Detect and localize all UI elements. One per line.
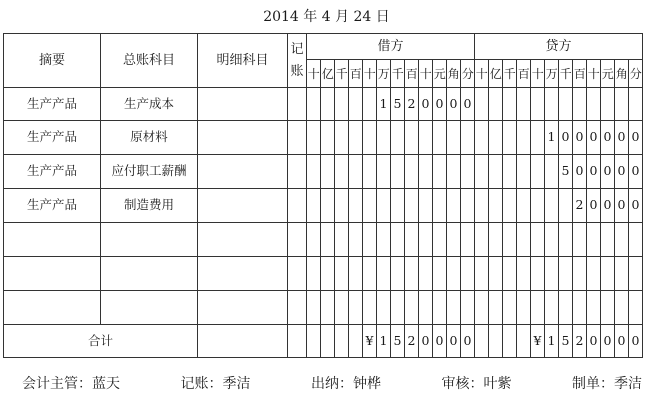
credit-digit [573, 291, 587, 325]
debit-digit [363, 121, 377, 155]
entry-posted-mark [288, 88, 307, 121]
debit-digit [349, 121, 363, 155]
credit-digit [545, 189, 559, 223]
credit-digit [475, 223, 489, 257]
credit-digit [545, 291, 559, 325]
credit-unit-header: 十 [587, 60, 601, 88]
total-credit-digit: 0 [601, 325, 615, 358]
debit-digit [335, 257, 349, 291]
entry-detail [198, 121, 288, 155]
total-debit-digit [307, 325, 321, 358]
header-posted-top: 记 [290, 41, 304, 57]
credit-unit-header: 十 [531, 60, 545, 88]
entry-row [4, 257, 643, 291]
total-debit-digit [335, 325, 349, 358]
debit-digit: 0 [433, 88, 447, 121]
debit-digit [349, 189, 363, 223]
debit-digit [433, 223, 447, 257]
debit-unit-header: 亿 [321, 60, 335, 88]
credit-digit [545, 155, 559, 189]
credit-digit [587, 223, 601, 257]
signature-item [442, 373, 512, 393]
credit-digit [517, 88, 531, 121]
debit-digit [433, 257, 447, 291]
debit-unit-header: 角 [447, 60, 461, 88]
credit-digit: 5 [559, 155, 573, 189]
total-detail [198, 325, 288, 358]
debit-unit-header: 百 [405, 60, 419, 88]
total-credit-digit: 2 [573, 325, 587, 358]
credit-digit [517, 257, 531, 291]
credit-digit [503, 155, 517, 189]
debit-unit-header: 分 [461, 60, 475, 88]
entry-posted-mark [288, 257, 307, 291]
entry-row [4, 121, 643, 155]
total-credit-digit: 0 [629, 325, 643, 358]
debit-digit [433, 121, 447, 155]
credit-digit [545, 88, 559, 121]
debit-unit-header: 千 [335, 60, 349, 88]
signature-label: 出纳： [311, 376, 353, 392]
credit-digit [475, 189, 489, 223]
debit-digit [349, 223, 363, 257]
voucher-table [3, 33, 643, 358]
total-credit-digit [517, 325, 531, 358]
debit-digit [377, 291, 391, 325]
credit-unit-header: 亿 [489, 60, 503, 88]
debit-digit [447, 121, 461, 155]
debit-digit [447, 223, 461, 257]
entry-summary [4, 257, 101, 291]
credit-digit [587, 257, 601, 291]
credit-digit: 0 [615, 189, 629, 223]
debit-digit [391, 223, 405, 257]
total-debit-digit: ¥ [363, 325, 377, 358]
debit-digit [307, 257, 321, 291]
credit-digit: 0 [587, 189, 601, 223]
debit-digit [377, 121, 391, 155]
total-debit-digit: 5 [391, 325, 405, 358]
header-detail: 明细科目 [198, 34, 288, 88]
debit-digit [377, 189, 391, 223]
credit-digit [559, 291, 573, 325]
debit-digit [335, 155, 349, 189]
credit-digit [503, 189, 517, 223]
credit-digit [629, 291, 643, 325]
header-credit: 贷方 [475, 34, 643, 60]
entry-detail [198, 291, 288, 325]
credit-digit [475, 121, 489, 155]
total-credit-digit: 5 [559, 325, 573, 358]
debit-digit [433, 155, 447, 189]
signature-item [22, 373, 120, 393]
debit-digit [405, 257, 419, 291]
credit-digit [601, 223, 615, 257]
header-summary: 摘要 [4, 34, 101, 88]
credit-digit [559, 257, 573, 291]
header-row-1 [4, 34, 643, 60]
debit-unit-header: 十 [419, 60, 433, 88]
credit-digit: 0 [559, 121, 573, 155]
entry-summary: 生产产品 [4, 155, 101, 189]
entry-summary [4, 223, 101, 257]
signature-name: 季洁 [222, 376, 251, 392]
debit-digit [377, 155, 391, 189]
entry-summary: 生产产品 [4, 88, 101, 121]
debit-digit [335, 121, 349, 155]
credit-unit-header: 角 [615, 60, 629, 88]
credit-digit [545, 257, 559, 291]
entry-account: 原材料 [101, 121, 198, 155]
debit-digit [349, 155, 363, 189]
credit-digit [517, 291, 531, 325]
total-credit-digit: 0 [615, 325, 629, 358]
entry-detail [198, 257, 288, 291]
debit-digit [391, 121, 405, 155]
debit-digit [307, 223, 321, 257]
credit-digit [629, 223, 643, 257]
entry-account: 制造费用 [101, 189, 198, 223]
credit-digit [475, 257, 489, 291]
debit-unit-header: 元 [433, 60, 447, 88]
total-credit-digit [489, 325, 503, 358]
debit-digit [461, 291, 475, 325]
debit-digit [321, 257, 335, 291]
debit-digit [335, 223, 349, 257]
debit-digit [419, 121, 433, 155]
debit-digit: 0 [447, 88, 461, 121]
entry-summary [4, 291, 101, 325]
total-debit-digit: 0 [461, 325, 475, 358]
debit-digit [391, 291, 405, 325]
total-credit-digit: 1 [545, 325, 559, 358]
debit-digit [307, 155, 321, 189]
credit-digit [531, 189, 545, 223]
signature-item [181, 373, 251, 393]
debit-digit [363, 155, 377, 189]
header-account: 总账科目 [101, 34, 198, 88]
credit-digit [601, 291, 615, 325]
entry-posted-mark [288, 291, 307, 325]
debit-digit [321, 223, 335, 257]
debit-digit [349, 88, 363, 121]
credit-digit [489, 88, 503, 121]
entry-posted-mark [288, 121, 307, 155]
credit-unit-header: 百 [573, 60, 587, 88]
header-posted-bottom: 账 [290, 63, 304, 79]
voucher-date: 2014 年 4 月 24 日 [263, 9, 390, 25]
debit-digit: 0 [419, 88, 433, 121]
total-label: 合计 [4, 325, 198, 358]
credit-digit: 0 [615, 121, 629, 155]
signature-name: 蓝天 [92, 376, 120, 392]
credit-digit: 0 [629, 189, 643, 223]
signature-name: 钟桦 [353, 376, 381, 392]
credit-digit [489, 121, 503, 155]
total-posted-mark [288, 325, 307, 358]
entry-row [4, 291, 643, 325]
credit-digit [475, 291, 489, 325]
debit-unit-header: 十 [307, 60, 321, 88]
credit-digit [517, 121, 531, 155]
credit-digit [559, 189, 573, 223]
debit-digit [377, 223, 391, 257]
entry-account: 应付职工薪酬 [101, 155, 198, 189]
signature-name: 叶紫 [483, 376, 512, 392]
entry-row [4, 189, 643, 223]
entry-account: 生产成本 [101, 88, 198, 121]
debit-digit [307, 291, 321, 325]
entry-row [4, 88, 643, 121]
total-credit-digit: 0 [587, 325, 601, 358]
total-credit-digit [475, 325, 489, 358]
debit-digit [321, 88, 335, 121]
debit-digit [335, 88, 349, 121]
debit-digit [433, 189, 447, 223]
debit-digit [349, 257, 363, 291]
credit-digit [615, 88, 629, 121]
credit-digit: 0 [601, 155, 615, 189]
debit-digit: 2 [405, 88, 419, 121]
credit-digit: 0 [629, 121, 643, 155]
debit-digit [447, 155, 461, 189]
credit-digit [517, 189, 531, 223]
credit-digit [531, 121, 545, 155]
total-debit-digit: 0 [447, 325, 461, 358]
debit-digit [307, 88, 321, 121]
signature-label: 记账： [180, 376, 223, 392]
entry-row [4, 223, 643, 257]
entry-account [101, 257, 198, 291]
total-debit-digit [321, 325, 335, 358]
credit-digit [545, 223, 559, 257]
credit-unit-header: 万 [545, 60, 559, 88]
debit-digit [419, 291, 433, 325]
debit-digit [321, 189, 335, 223]
debit-digit: 5 [391, 88, 405, 121]
signature-label: 审核： [441, 376, 484, 392]
credit-digit [531, 257, 545, 291]
debit-digit [405, 121, 419, 155]
entry-summary: 生产产品 [4, 121, 101, 155]
signature-footer [22, 373, 642, 393]
credit-digit [517, 223, 531, 257]
signature-name: 季洁 [614, 376, 642, 392]
credit-digit [629, 88, 643, 121]
debit-digit [419, 189, 433, 223]
debit-digit [461, 189, 475, 223]
debit-digit [307, 121, 321, 155]
credit-digit [503, 88, 517, 121]
credit-digit [531, 291, 545, 325]
entry-account [101, 291, 198, 325]
total-credit-digit: ¥ [531, 325, 545, 358]
debit-digit [377, 257, 391, 291]
debit-unit-header: 千 [391, 60, 405, 88]
credit-digit [587, 291, 601, 325]
credit-digit: 0 [615, 155, 629, 189]
signature-label: 制单： [572, 376, 614, 392]
header-debit: 借方 [307, 34, 475, 60]
total-debit-digit: 0 [433, 325, 447, 358]
entry-posted-mark [288, 189, 307, 223]
total-debit-digit [349, 325, 363, 358]
entry-summary: 生产产品 [4, 189, 101, 223]
credit-digit: 0 [587, 155, 601, 189]
total-row [4, 325, 643, 358]
total-debit-digit: 0 [419, 325, 433, 358]
debit-digit [391, 155, 405, 189]
total-debit-digit: 2 [405, 325, 419, 358]
debit-digit [433, 291, 447, 325]
debit-digit [391, 257, 405, 291]
debit-digit [419, 257, 433, 291]
credit-digit [559, 88, 573, 121]
credit-digit: 0 [601, 121, 615, 155]
debit-digit [321, 291, 335, 325]
signature-label: 会计主管： [22, 376, 92, 392]
entry-detail [198, 189, 288, 223]
credit-digit [615, 291, 629, 325]
credit-digit [503, 121, 517, 155]
debit-digit [405, 189, 419, 223]
debit-digit [405, 291, 419, 325]
credit-digit [531, 223, 545, 257]
debit-digit [335, 189, 349, 223]
credit-digit [489, 155, 503, 189]
debit-digit: 0 [461, 88, 475, 121]
credit-digit [489, 257, 503, 291]
credit-digit [489, 291, 503, 325]
entry-row [4, 155, 643, 189]
debit-digit [447, 291, 461, 325]
credit-digit: 0 [573, 155, 587, 189]
credit-digit: 2 [573, 189, 587, 223]
debit-digit [461, 155, 475, 189]
credit-unit-header: 千 [559, 60, 573, 88]
entry-detail [198, 155, 288, 189]
debit-digit [419, 223, 433, 257]
credit-digit: 0 [573, 121, 587, 155]
credit-unit-header: 千 [503, 60, 517, 88]
credit-unit-header: 分 [629, 60, 643, 88]
credit-digit [489, 223, 503, 257]
debit-digit [349, 291, 363, 325]
debit-digit [405, 223, 419, 257]
entry-account [101, 223, 198, 257]
entry-detail [198, 223, 288, 257]
debit-digit [307, 189, 321, 223]
debit-digit [405, 155, 419, 189]
credit-digit [489, 189, 503, 223]
debit-digit [363, 189, 377, 223]
debit-unit-header: 十 [363, 60, 377, 88]
credit-digit [573, 223, 587, 257]
debit-unit-header: 万 [377, 60, 391, 88]
credit-digit [573, 257, 587, 291]
credit-unit-header: 元 [601, 60, 615, 88]
debit-digit [321, 121, 335, 155]
credit-digit: 0 [601, 189, 615, 223]
debit-digit [447, 189, 461, 223]
credit-digit [503, 257, 517, 291]
credit-digit [559, 223, 573, 257]
credit-digit [573, 88, 587, 121]
credit-digit: 0 [587, 121, 601, 155]
debit-digit [335, 291, 349, 325]
credit-digit [531, 155, 545, 189]
debit-digit [461, 223, 475, 257]
debit-digit [419, 155, 433, 189]
credit-digit [517, 155, 531, 189]
signature-item [572, 373, 642, 393]
total-credit-digit [503, 325, 517, 358]
debit-digit: 1 [377, 88, 391, 121]
entry-posted-mark [288, 155, 307, 189]
credit-digit [601, 257, 615, 291]
header-posted [288, 34, 307, 88]
credit-digit [503, 291, 517, 325]
credit-digit [601, 88, 615, 121]
credit-unit-header: 十 [475, 60, 489, 88]
debit-digit [363, 223, 377, 257]
credit-digit [531, 88, 545, 121]
credit-digit [629, 257, 643, 291]
credit-digit [615, 223, 629, 257]
credit-digit [475, 88, 489, 121]
debit-unit-header: 百 [349, 60, 363, 88]
credit-digit: 0 [629, 155, 643, 189]
debit-digit [447, 257, 461, 291]
debit-digit [461, 257, 475, 291]
debit-digit [391, 189, 405, 223]
debit-digit [321, 155, 335, 189]
credit-digit [475, 155, 489, 189]
credit-unit-header: 百 [517, 60, 531, 88]
debit-digit [461, 121, 475, 155]
signature-item [311, 373, 381, 393]
debit-digit [363, 291, 377, 325]
entry-posted-mark [288, 223, 307, 257]
credit-digit: 1 [545, 121, 559, 155]
total-debit-digit: 1 [377, 325, 391, 358]
credit-digit [615, 257, 629, 291]
credit-digit [587, 88, 601, 121]
debit-digit [363, 88, 377, 121]
credit-digit [503, 223, 517, 257]
debit-digit [363, 257, 377, 291]
entry-detail [198, 88, 288, 121]
